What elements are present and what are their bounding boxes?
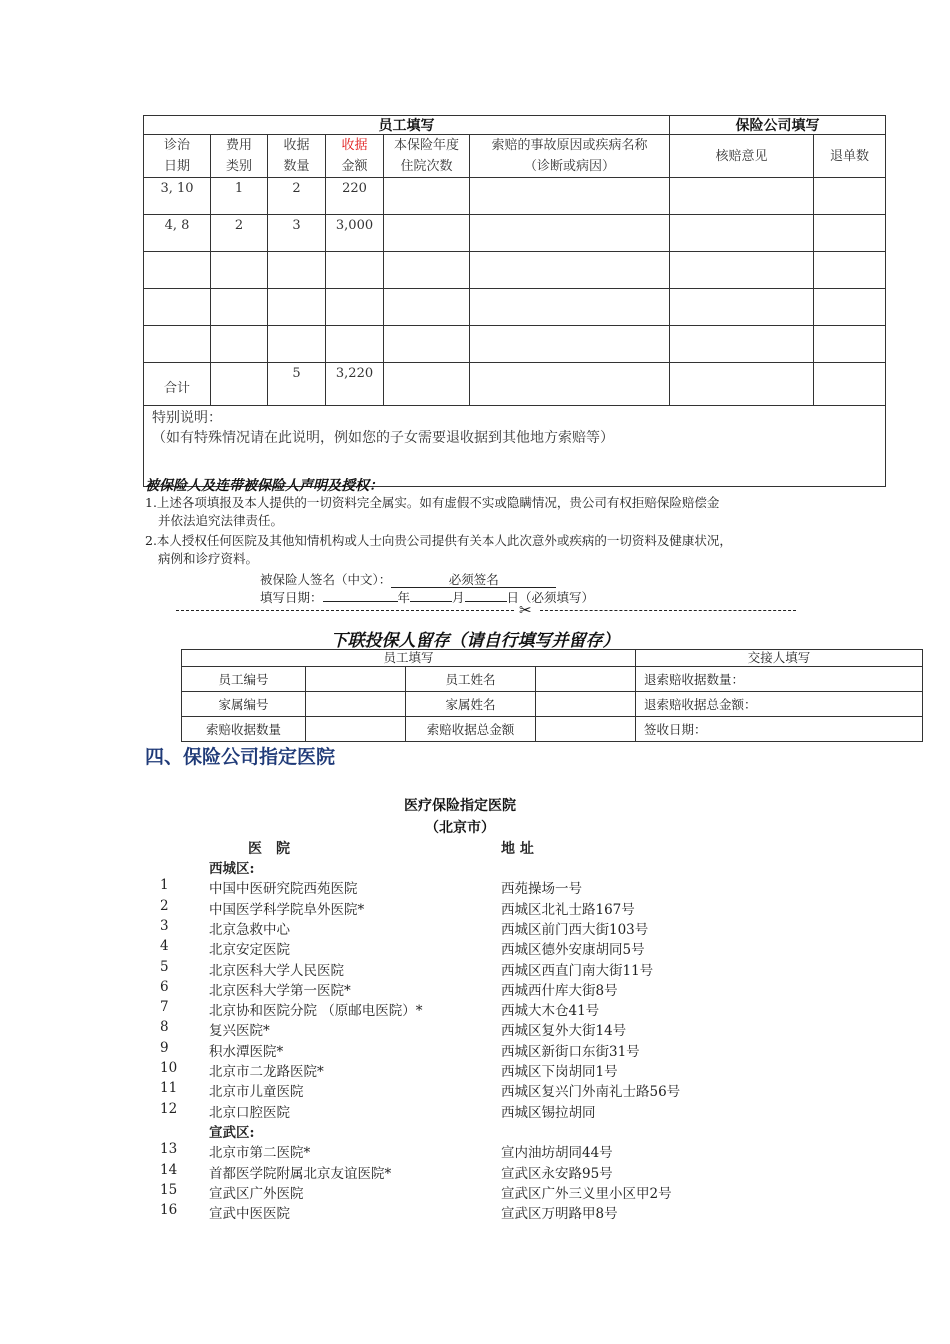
stub-label: 索赔收据总金额 — [406, 717, 536, 742]
month-field[interactable] — [410, 586, 452, 602]
cell-review[interactable] — [670, 215, 814, 252]
stub-handover-field[interactable]: 退索赔收据数量： — [636, 667, 923, 692]
table-row — [144, 252, 886, 289]
stub-input[interactable] — [306, 667, 406, 692]
cell-reason[interactable] — [470, 215, 670, 252]
declaration-item-2-cont: 病例和诊疗资料。 — [158, 551, 259, 566]
day-field[interactable] — [465, 586, 507, 602]
hospital-name: 北京市二龙路医院* — [209, 1064, 324, 1080]
hospital-name: 北京安定医院 — [209, 942, 290, 959]
cut-line — [176, 602, 796, 618]
cell-amount[interactable] — [326, 252, 384, 289]
column-header-address: 地 址 — [501, 841, 534, 857]
cell-count[interactable]: 3 — [268, 215, 326, 252]
cell-review[interactable] — [670, 289, 814, 326]
cell-return[interactable] — [814, 289, 886, 326]
hospital-address: 西苑操场一号 — [501, 881, 582, 898]
stub-input[interactable] — [306, 692, 406, 717]
col-return-count: 退单数 — [814, 135, 886, 178]
col-claim-reason: 索赔的事故原因或疾病名称 （诊断或病因） — [470, 135, 670, 178]
stub-handover-field[interactable]: 签收日期： — [636, 717, 923, 742]
hospital-name: 北京市儿童医院 — [209, 1084, 304, 1101]
stub-label: 员工姓名 — [406, 667, 536, 692]
hospital-name: 复兴医院* — [209, 1023, 270, 1040]
hospital-name: 中国中医研究院西苑医院 — [209, 881, 358, 898]
hospital-number: 14 — [160, 1161, 178, 1178]
stub-row — [182, 667, 923, 692]
cell-return[interactable] — [814, 252, 886, 289]
cell-amount[interactable]: 3,000 — [326, 215, 384, 252]
special-note-text: （如有特殊情况请在此说明，例如您的子女需要退收据到其他地方索赔等） — [152, 430, 614, 446]
cell-hosp[interactable] — [384, 363, 470, 406]
stub-employee-header: 员工填写 — [182, 650, 636, 667]
col-treatment-date: 诊治 日期 — [144, 135, 211, 178]
cell-category[interactable] — [211, 363, 268, 406]
employee-fill-header: 员工填写 — [144, 116, 670, 135]
cell-hosp[interactable] — [384, 178, 470, 215]
date-line: 填写日期： 年 月 日（必须填写） — [260, 586, 594, 606]
district-heading: 西城区: — [209, 861, 255, 877]
cell-review[interactable] — [670, 178, 814, 215]
col-hospitalization-count: 本保险年度 住院次数 — [384, 135, 470, 178]
table-row — [144, 289, 886, 326]
district-heading: 宣武区: — [209, 1124, 255, 1141]
hospital-number: 5 — [160, 958, 169, 975]
cell-amount[interactable]: 220 — [326, 178, 384, 215]
cell-date[interactable]: 4, 8 — [144, 215, 211, 252]
hospital-address: 宣内油坊胡同44号 — [501, 1145, 613, 1162]
cell-review[interactable] — [670, 252, 814, 289]
hospital-name: 北京市第二医院* — [209, 1145, 311, 1162]
hospital-address: 西城区前门西大街103号 — [501, 921, 649, 938]
hospital-address: 宣武区万明路甲8号 — [501, 1206, 618, 1223]
hospital-address: 西城西什库大街8号 — [501, 982, 618, 999]
hospital-number: 11 — [160, 1080, 178, 1097]
hospital-list-title: 医疗保险指定医院 — [404, 798, 516, 814]
table-row — [144, 326, 886, 363]
hospital-address: 西城区新街口东街31号 — [501, 1043, 640, 1060]
hospital-address: 西城区德外安康胡同5号 — [501, 942, 645, 959]
signature-field[interactable]: 必须签名 — [391, 572, 556, 588]
total-count[interactable]: 5 — [268, 363, 326, 406]
table-row — [144, 178, 886, 215]
special-note-title: 特别说明： — [152, 410, 222, 426]
cell-hosp[interactable] — [384, 326, 470, 363]
cell-date[interactable] — [144, 326, 211, 363]
cell-count[interactable] — [268, 289, 326, 326]
hospital-name: 积水潭医院* — [209, 1043, 284, 1060]
hospital-name: 北京医科大学人民医院 — [209, 962, 344, 979]
date-label: 填写日期： — [260, 590, 323, 605]
cell-hosp[interactable] — [384, 252, 470, 289]
cell-category[interactable]: 1 — [211, 178, 268, 215]
cell-reason[interactable] — [470, 178, 670, 215]
hospital-name: 宣武区广外医院 — [209, 1185, 304, 1202]
hospital-name: 北京急救中心 — [209, 921, 290, 938]
hospital-number: 1 — [160, 877, 169, 894]
stub-row — [182, 717, 923, 742]
total-label: 合计 — [144, 363, 211, 406]
hospital-number: 16 — [160, 1202, 178, 1219]
hospital-number: 8 — [160, 1019, 169, 1036]
cell-reason[interactable] — [470, 363, 670, 406]
hospital-number: 12 — [160, 1100, 178, 1117]
hospital-address: 宣武区永安路95号 — [501, 1165, 613, 1182]
col-receipt-amount: 收据 金额 — [326, 135, 384, 178]
total-amount[interactable]: 3,220 — [326, 363, 384, 406]
declaration-item-2: 2.本人授权任何医院及其他知情机构或人士向贵公司提供有关本人此次意外或疾病的一切资料及健康状况， — [145, 533, 732, 548]
section-heading: 四、保险公司指定医院 — [145, 746, 336, 768]
cell-reason[interactable] — [470, 252, 670, 289]
declaration-title: 被保险人及连带被保险人声明及授权： — [145, 478, 383, 494]
claim-form-table — [143, 115, 886, 487]
hospital-name: 北京协和医院分院 （原邮电医院）* — [209, 1003, 423, 1020]
hospital-address: 西城区西直门南大街11号 — [501, 962, 654, 979]
hospital-name: 首都医学院附属北京友谊医院* — [209, 1165, 392, 1182]
hospital-address: 西城区锡拉胡同 — [501, 1104, 596, 1121]
hospital-number: 15 — [160, 1181, 178, 1198]
hospital-number: 7 — [160, 999, 169, 1016]
declaration-item-1-cont: 并依法追究法律责任。 — [158, 513, 284, 528]
cell-count[interactable] — [268, 326, 326, 363]
stub-input[interactable] — [536, 717, 636, 742]
stub-title: 下联投保人留存（请自行填写并留存） — [330, 631, 620, 651]
hospital-name: 北京医科大学第一医院* — [209, 982, 351, 999]
stub-label: 索赔收据数量 — [182, 717, 306, 742]
cell-review[interactable] — [670, 363, 814, 406]
hospital-address: 宣武区广外三义里小区甲2号 — [501, 1185, 672, 1202]
cell-category[interactable] — [211, 326, 268, 363]
cell-date[interactable]: 3, 10 — [144, 178, 211, 215]
hospital-number: 13 — [160, 1141, 178, 1158]
cell-amount[interactable] — [326, 326, 384, 363]
stub-label: 家属姓名 — [406, 692, 536, 717]
scissors-icon: ✂ — [519, 601, 532, 619]
table-row — [144, 215, 886, 252]
hospital-list-subtitle: （北京市） — [425, 820, 495, 836]
stub-input[interactable] — [536, 692, 636, 717]
stub-label: 家属编号 — [182, 692, 306, 717]
col-review-opinion: 核赔意见 — [670, 135, 814, 178]
signature-label: 被保险人签名（中文）： — [260, 572, 392, 587]
cell-category[interactable] — [211, 252, 268, 289]
hospital-address: 西城区复外大街14号 — [501, 1023, 627, 1040]
stub-input[interactable] — [536, 667, 636, 692]
hospital-number: 10 — [160, 1060, 178, 1076]
hospital-number: 9 — [160, 1039, 169, 1056]
stub-handover-field[interactable]: 退索赔收据总金额： — [636, 692, 923, 717]
hospital-number: 4 — [160, 938, 169, 955]
insurer-fill-header: 保险公司填写 — [670, 116, 886, 135]
hospital-address: 西城区复兴门外南礼士路56号 — [501, 1084, 681, 1101]
stub-label: 员工编号 — [182, 667, 306, 692]
cell-return[interactable] — [814, 363, 886, 406]
cell-count[interactable]: 2 — [268, 178, 326, 215]
hospital-name: 宣武中医医院 — [209, 1206, 290, 1223]
stub-input[interactable] — [306, 717, 406, 742]
column-header-hospital: 医 院 — [248, 841, 290, 857]
hospital-number: 2 — [160, 897, 169, 914]
col-fee-category: 费用 类别 — [211, 135, 268, 178]
hospital-address: 西城区下岗胡同1号 — [501, 1064, 618, 1080]
cell-reason[interactable] — [470, 326, 670, 363]
stub-handover-header: 交接人填写 — [636, 650, 923, 667]
cell-return[interactable] — [814, 178, 886, 215]
cell-date[interactable] — [144, 252, 211, 289]
hospital-address: 西城大木仓41号 — [501, 1003, 600, 1020]
stub-row — [182, 692, 923, 717]
cell-date[interactable] — [144, 289, 211, 326]
cell-count[interactable] — [268, 252, 326, 289]
cell-amount[interactable] — [326, 289, 384, 326]
hospital-name: 北京口腔医院 — [209, 1104, 290, 1121]
stub-table — [181, 649, 923, 742]
cell-category[interactable] — [211, 289, 268, 326]
cell-hosp[interactable] — [384, 215, 470, 252]
hospital-number: 6 — [160, 978, 169, 995]
cell-hosp[interactable] — [384, 289, 470, 326]
hospital-name: 中国医学科学院阜外医院* — [209, 901, 365, 918]
col-receipt-count: 收据 数量 — [268, 135, 326, 178]
year-field[interactable] — [323, 586, 398, 602]
cell-reason[interactable] — [470, 289, 670, 326]
hospital-number: 3 — [160, 917, 169, 934]
cell-return[interactable] — [814, 215, 886, 252]
total-row — [144, 363, 886, 406]
declaration-item-1: 1.上述各项填报及本人提供的一切资料完全属实。如有虚假不实或隐瞒情况，贵公司有权拒赔保险赔偿金 — [145, 495, 720, 510]
cell-category[interactable]: 2 — [211, 215, 268, 252]
hospital-address: 西城区北礼士路167号 — [501, 901, 635, 918]
cell-review[interactable] — [670, 326, 814, 363]
cell-return[interactable] — [814, 326, 886, 363]
